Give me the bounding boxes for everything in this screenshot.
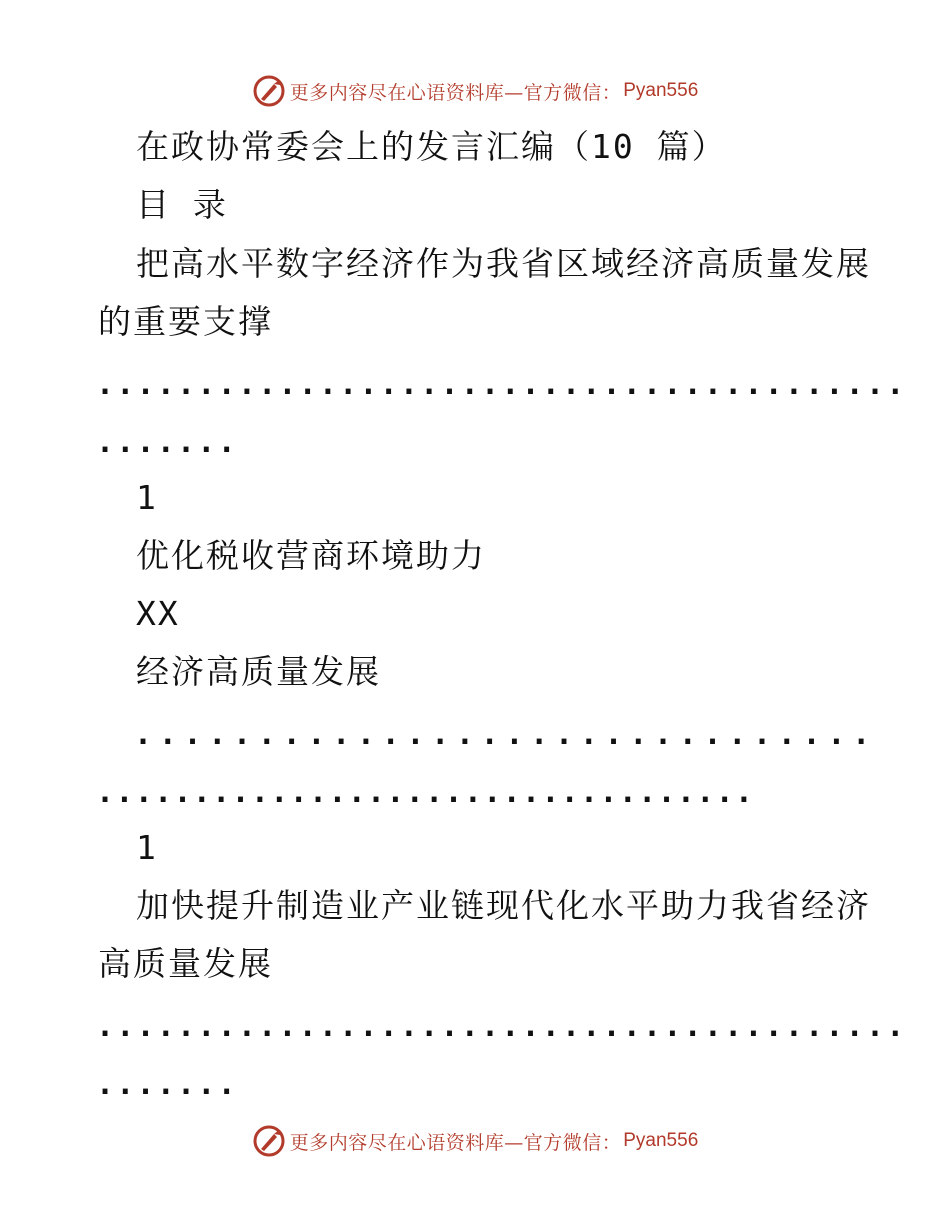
toc-entry-3-title-line2: 高质量发展	[98, 944, 273, 983]
footer-watermark	[0, 1123, 950, 1159]
quill-logo-icon	[252, 1124, 286, 1158]
toc-entry-2-leader-dots-1: ..............................	[134, 717, 877, 752]
toc-entry-2-page: 1	[136, 828, 158, 867]
watermark-wechat-id: Pyan556	[623, 1130, 699, 1151]
toc-entry-1-leader-dots-1: ........................................	[96, 367, 907, 402]
toc-entry-3-leader-dots-1: ........................................	[96, 1009, 907, 1044]
toc-entry-1-page: 1	[136, 478, 158, 517]
header-watermark	[0, 73, 950, 109]
watermark-wechat-id: Pyan556	[623, 80, 699, 101]
watermark-text: 更多内容尽在心语资料库—官方微信：	[289, 1131, 622, 1154]
toc-entry-1-leader-dots-2: .......	[96, 425, 238, 460]
toc-entry-2-leader-dots-2: ..................................	[96, 775, 755, 810]
toc-entry-1-title-line1: 把高水平数字经济作为我省区域经济高质量发展	[136, 244, 871, 283]
toc-entry-2-title-line2: XX	[136, 594, 180, 633]
watermark-text: 更多内容尽在心语资料库—官方微信：	[289, 81, 622, 104]
toc-entry-1-title-line2: 的重要支撑	[98, 302, 273, 341]
toc-heading: 目 录	[136, 185, 228, 224]
toc-entry-3-title-line1: 加快提升制造业产业链现代化水平助力我省经济	[136, 886, 871, 925]
toc-entry-2-title-line1: 优化税收营商环境助力	[136, 536, 486, 575]
toc-entry-3-leader-dots-2: .......	[96, 1067, 238, 1102]
document-title: 在政协常委会上的发言汇编（10 篇）	[136, 127, 727, 166]
toc-entry-2-title-line3: 经济高质量发展	[136, 652, 381, 691]
quill-logo-icon	[252, 74, 286, 108]
